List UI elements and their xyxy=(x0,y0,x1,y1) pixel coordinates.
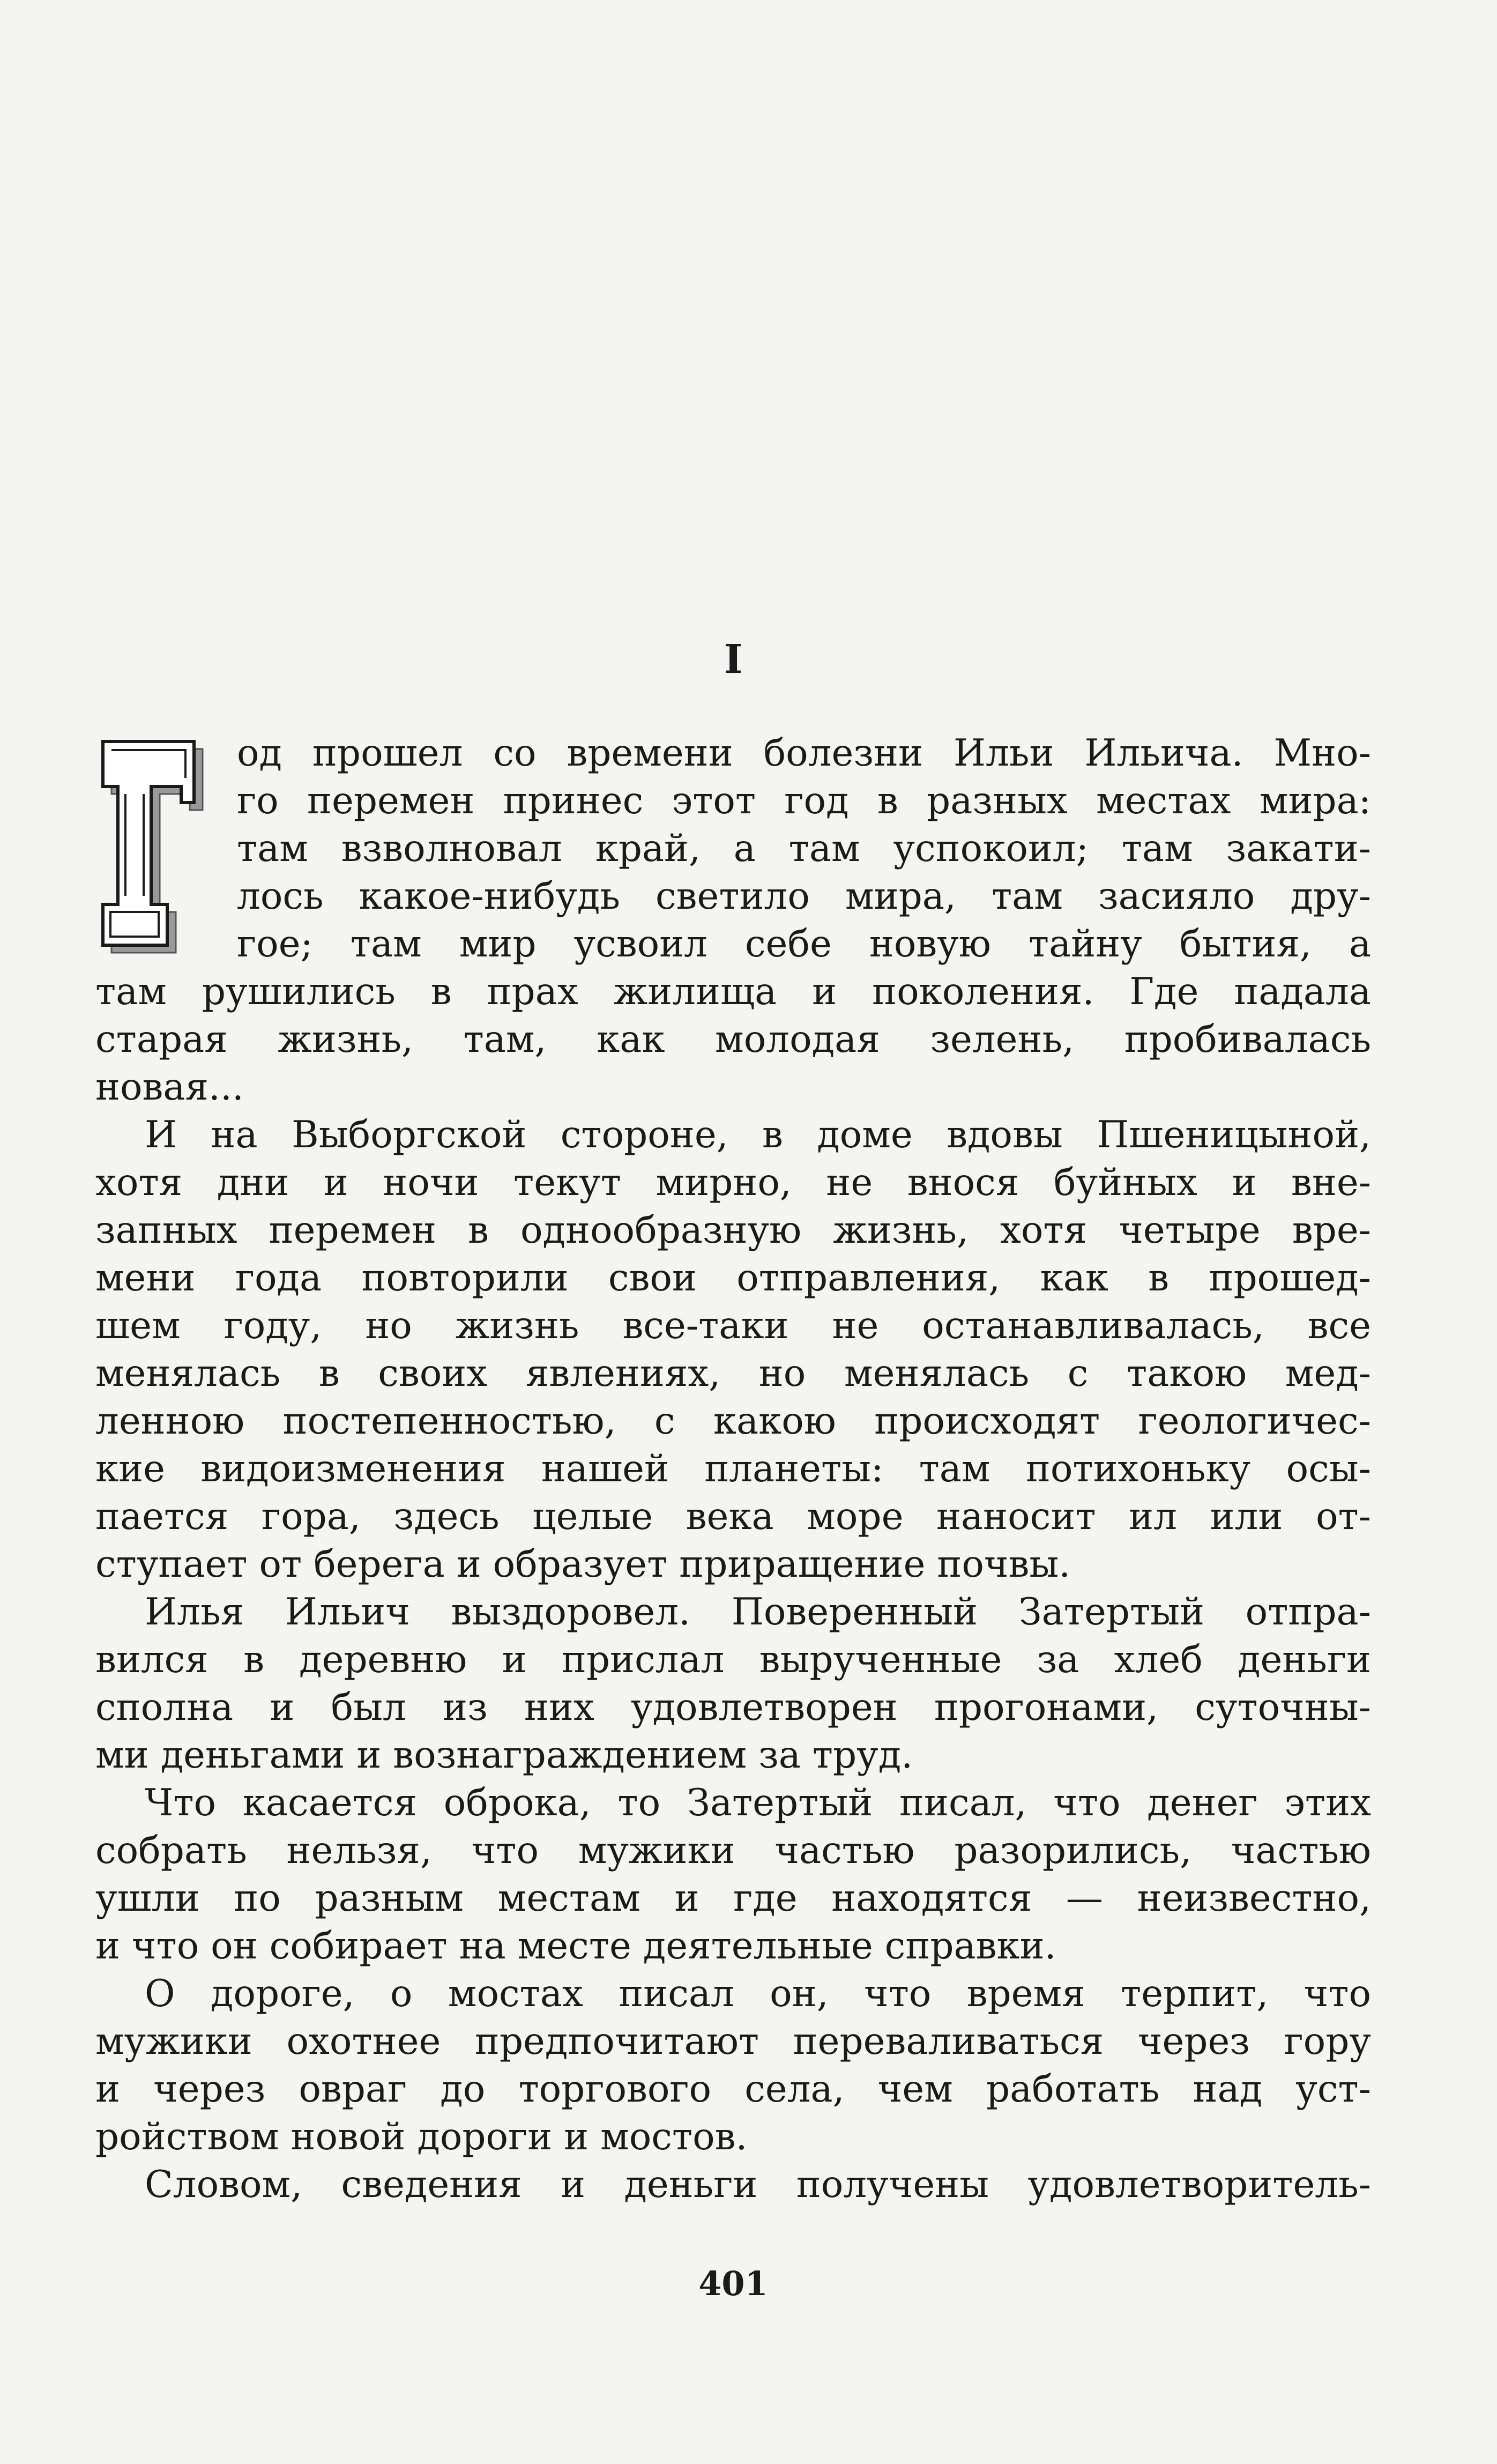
text-line: запных перемен в однообразную жизнь, хотя четыре вре- xyxy=(95,1209,1371,1252)
paragraph-2 xyxy=(95,1111,1371,1589)
text-line: Илья Ильич выздоровел. Поверенный Затертый отпра- xyxy=(145,1591,1371,1634)
page-number: 401 xyxy=(698,2264,768,2303)
text-line: сполна и был из них удовлетворен прогонами, суточны- xyxy=(95,1686,1371,1729)
text-line: новая... xyxy=(95,1066,244,1109)
text-line: И на Выборгской стороне, в доме вдовы Пшеницыной, xyxy=(145,1114,1371,1156)
text-line: и что он собирает на месте деятельные справки. xyxy=(95,1925,1056,1968)
text-line: ленною постепенностью, с какою происходят геологичес- xyxy=(95,1400,1371,1443)
text-line: собрать нельзя, что мужики частью разорились, частью xyxy=(95,1829,1371,1872)
text-line: го перемен принес этот год в разных местах мира: xyxy=(237,780,1371,822)
text-line: кие видоизменения нашей планеты: там потихоньку осы- xyxy=(95,1448,1371,1490)
text-line: шем году, но жизнь все-таки не останавливалась, все xyxy=(95,1304,1371,1347)
paragraph-3 xyxy=(95,1589,1371,1779)
text-line: гое; там мир усвоил себе новую тайну бытия, а xyxy=(237,923,1371,966)
text-line: старая жизнь, там, как молодая зелень, пробивалась xyxy=(95,1018,1371,1061)
text-line: и через овраг до торгового села, чем работать над уст- xyxy=(95,2068,1371,2111)
text-line: од прошел со времени болезни Ильи Ильича. Мно- xyxy=(237,732,1371,775)
text-line: менялась в своих явлениях, но менялась с такою мед- xyxy=(95,1352,1371,1395)
text-line: ушли по разным местам и где находятся — неизвестно, xyxy=(95,1877,1371,1920)
book-page xyxy=(95,0,1371,2464)
text-line: О дороге, о мостах писал он, что время терпит, что xyxy=(145,1972,1371,2015)
text-line: Что касается оброка, то Затертый писал, что денег этих xyxy=(145,1782,1371,1824)
text-line: там рушились в прах жилища и поколения. Где падала xyxy=(95,970,1371,1013)
text-line: ми деньгами и вознаграждением за труд. xyxy=(95,1734,913,1777)
body-text xyxy=(95,730,1371,2209)
paragraph-1 xyxy=(95,730,1371,1111)
paragraph-4 xyxy=(95,1779,1371,1970)
dropcap-letter xyxy=(95,735,210,960)
text-line: вился в деревню и прислал вырученные за хлеб деньги xyxy=(95,1638,1371,1681)
text-line: там взволновал край, а там успокоил; там закати- xyxy=(237,827,1371,870)
paragraph-6 xyxy=(95,2161,1371,2209)
text-line: мужики охотнее предпочитают переваливаться через гору xyxy=(95,2020,1371,2063)
text-line: ступает от берега и образует приращение почвы. xyxy=(95,1543,1071,1586)
paragraph-5 xyxy=(95,1970,1371,2161)
text-line: Словом, сведения и деньги получены удовлетворитель- xyxy=(145,2163,1371,2206)
text-line: пается гора, здесь целые века море наносит ил или от- xyxy=(95,1495,1371,1538)
text-line: лось какое-нибудь светило мира, там засияло дру- xyxy=(237,875,1371,918)
dropcap-letter-glyph xyxy=(95,735,210,960)
text-line: ройством новой дороги и мостов. xyxy=(95,2116,748,2158)
text-line: хотя дни и ночи текут мирно, не внося буйных и вне- xyxy=(95,1161,1371,1204)
chapter-number: I xyxy=(724,636,743,682)
text-line: мени года повторили свои отправления, как в прошед- xyxy=(95,1257,1371,1300)
